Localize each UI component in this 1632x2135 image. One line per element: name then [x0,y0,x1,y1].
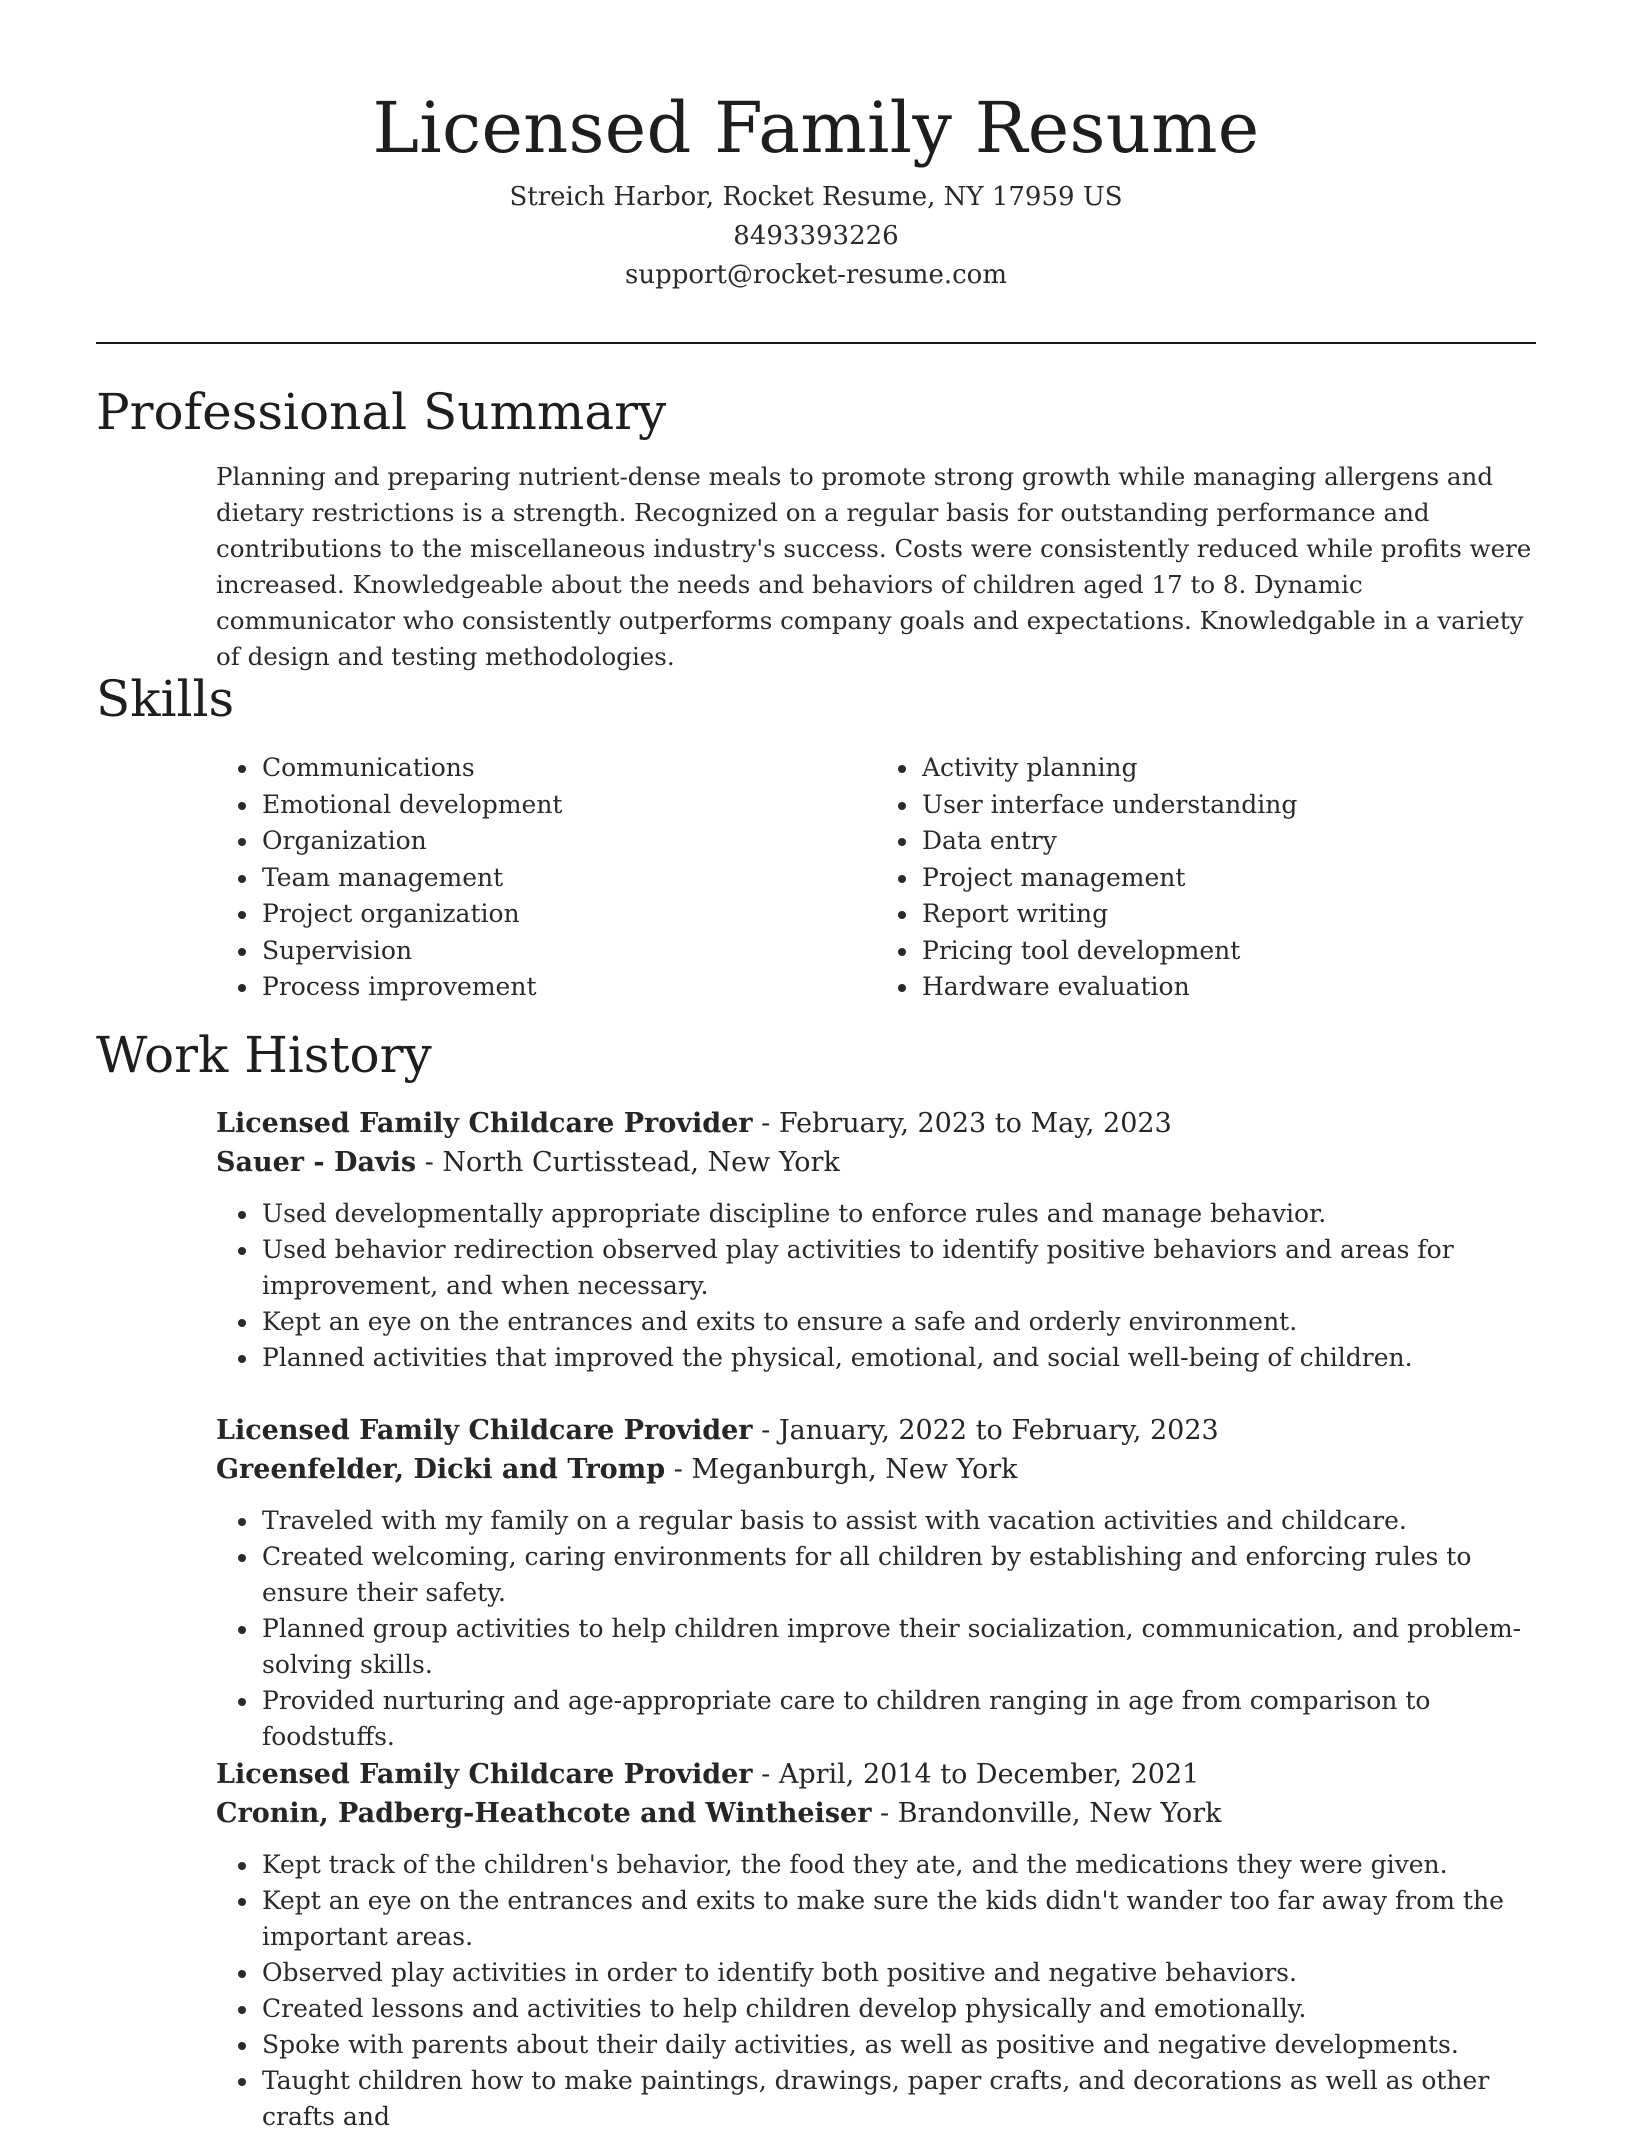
job-location: Brandonville, New York [897,1798,1222,1829]
header-divider [96,342,1536,344]
job-entry-body [216,1104,1536,1376]
job-entry [96,1104,1536,1376]
job-title: Licensed Family Childcare Provider [216,1108,753,1139]
summary-section [96,379,1536,675]
duty-item: • Kept track of the children's behavior, the food they ate, and the medications they were given. [260,1847,1536,1883]
job-title-line: Licensed Family Childcare Provider - February, 2023 to May, 2023 [216,1108,1172,1139]
job-entry [96,1755,1536,2135]
duty-item: • Provided nurturing and age-appropriate care to children ranging in age from comparison to foodstuffs. [260,1683,1536,1755]
job-title-line: Licensed Family Childcare Provider - January, 2022 to February, 2023 [216,1415,1219,1446]
job-entry-body [216,1411,1536,1755]
duty-item: • Spoke with parents about their daily activities, as well as positive and negative developments. [260,2027,1536,2063]
job-title: Licensed Family Childcare Provider [216,1759,753,1790]
skill-item: • Hardware evaluation [920,969,1536,1006]
duty-item: • Created welcoming, caring environments for all children by establishing and enforcing rules to ensure their safety. [260,1539,1536,1611]
job-title-line: Licensed Family Childcare Provider - April, 2014 to December, 2021 [216,1759,1200,1790]
duty-item: • Traveled with my family on a regular basis to assist with vacation activities and childcare. [260,1503,1536,1539]
candidate-name: Licensed Family Resume [372,87,1260,169]
summary-text: Planning and preparing nutrient-dense meals to promote strong growth while managing allergens and dietary restrictions is a strength. Recognized on a regular basis for outstanding performance and contributions to the miscellaneous industry's success. Costs were consistently reduced while profits were increased. Knowledgeable about the needs and behaviors of children aged 17 to 8. Dynamic communicator who consistently outperforms company goals and expectations. Knowledgable in a variety of design and testing methodologies. [216,462,1532,671]
skill-item: • Supervision [260,933,876,970]
skills-section [96,666,1536,1006]
skills-grid [216,750,1536,1006]
contact-info [0,178,1632,295]
job-company: Cronin, Padberg-Heathcote and Wintheiser [216,1798,872,1829]
skill-item: • Team management [260,860,876,897]
skill-item: • Process improvement [260,969,876,1006]
skill-item: • Pricing tool development [920,933,1536,970]
skill-item: • Organization [260,823,876,860]
job-dates: April, 2014 to December, 2021 [778,1759,1200,1790]
job-location: Meganburgh, New York [691,1454,1018,1485]
duty-item: • Planned group activities to help children improve their socialization, communication, and problem-solving skills. [260,1611,1536,1683]
skill-item: • Communications [260,750,876,787]
work-history-section [96,1022,1536,1088]
resume-header [0,82,1632,295]
skill-item: • Project management [920,860,1536,897]
job-duties [216,1503,1536,1755]
job-entry [96,1411,1536,1755]
duty-item: • Taught children how to make paintings, drawings, paper crafts, and decorations as well as other crafts and [260,2063,1536,2135]
duty-item: • Created lessons and activities to help children develop physically and emotionally. [260,1991,1536,2027]
summary-heading: Professional Summary [96,383,667,441]
skill-item: • Project organization [260,896,876,933]
job-location: North Curtisstead, New York [442,1147,840,1178]
work-history-heading: Work History [96,1026,432,1084]
job-company-line: Cronin, Padberg-Heathcote and Wintheiser - Brandonville, New York [216,1798,1222,1829]
job-duties [216,1847,1536,2135]
job-company: Sauer - Davis [216,1147,417,1178]
duty-item: • Observed play activities in order to identify both positive and negative behaviors. [260,1955,1536,1991]
job-duties [216,1196,1536,1376]
duty-item: • Kept an eye on the entrances and exits to ensure a safe and orderly environment. [260,1304,1536,1340]
job-entry-body [216,1755,1536,2135]
job-company-line: Sauer - Davis - North Curtisstead, New York [216,1147,840,1178]
duty-item: • Used developmentally appropriate discipline to enforce rules and manage behavior. [260,1196,1536,1232]
duty-item: • Planned activities that improved the physical, emotional, and social well-being of children. [260,1340,1536,1376]
job-title: Licensed Family Childcare Provider [216,1415,753,1446]
skills-list-left [216,750,876,1006]
skill-item: • Activity planning [920,750,1536,787]
duty-item: • Used behavior redirection observed play activities to identify positive behaviors and areas for improvement, and when necessary. [260,1232,1536,1304]
contact-phone: 8493393226 [733,221,899,251]
job-company-line: Greenfelder, Dicki and Tromp - Meganburgh, New York [216,1454,1018,1485]
duty-item: • Kept an eye on the entrances and exits to make sure the kids didn't wander too far away from the important areas. [260,1883,1536,1955]
skill-item: • Report writing [920,896,1536,933]
contact-address: Streich Harbor, Rocket Resume, NY 17959 US [509,182,1123,212]
contact-email: support@rocket-resume.com [624,260,1007,290]
skills-heading: Skills [96,670,235,728]
skill-item: • Emotional development [260,787,876,824]
job-dates: January, 2022 to February, 2023 [778,1415,1219,1446]
job-dates: February, 2023 to May, 2023 [778,1108,1172,1139]
skill-item: • User interface understanding [920,787,1536,824]
skill-item: • Data entry [920,823,1536,860]
skills-list-right [876,750,1536,1006]
job-company: Greenfelder, Dicki and Tromp [216,1454,666,1485]
